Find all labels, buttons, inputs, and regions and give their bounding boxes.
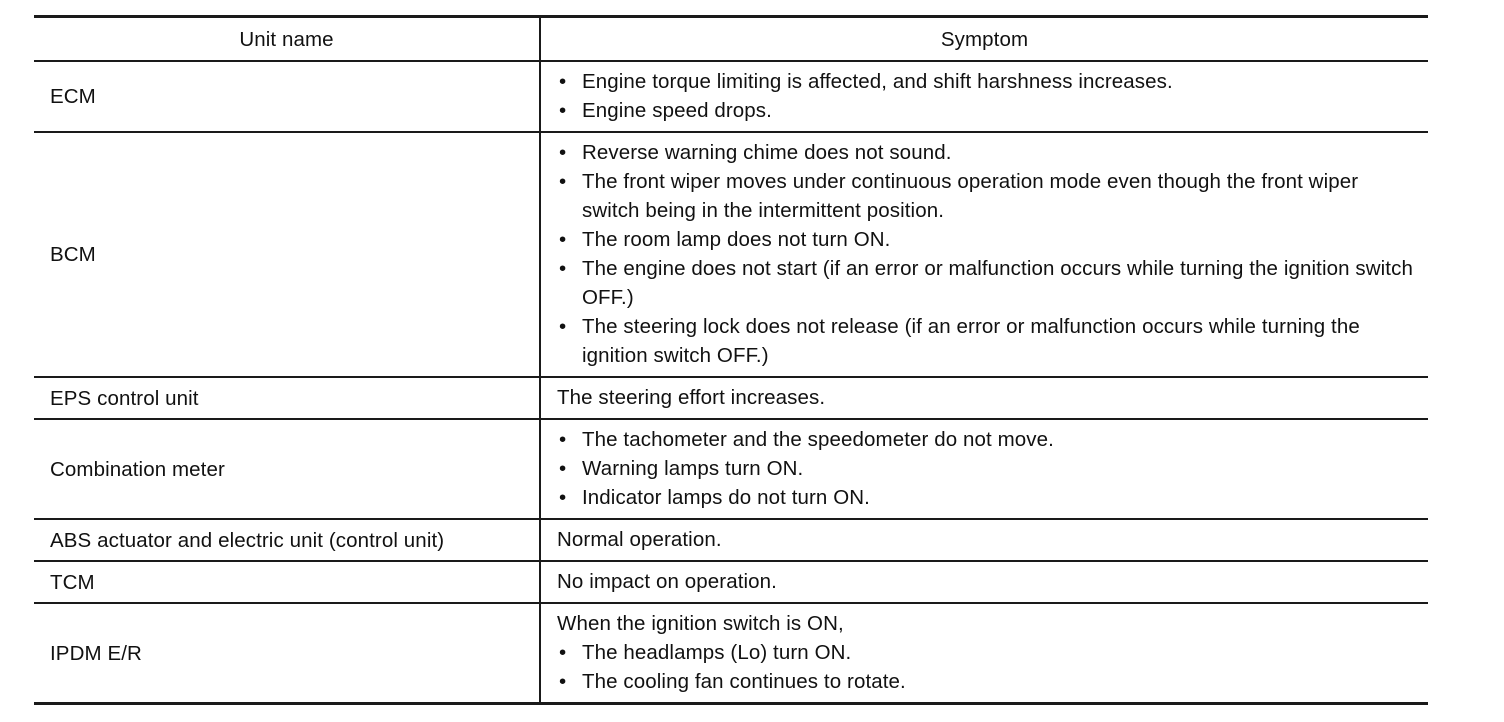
symptom-item: • The room lamp does not turn ON. — [557, 225, 1416, 254]
unit-name-cell: BCM — [34, 132, 540, 377]
symptom-list — [557, 138, 1416, 370]
unit-name-cell: ABS actuator and electric unit (control unit) — [34, 519, 540, 561]
symptom-item: • Reverse warning chime does not sound. — [557, 138, 1416, 167]
header-symptom: Symptom — [940, 27, 1029, 51]
symptom-item: • The tachometer and the speedometer do not move. — [557, 425, 1416, 454]
symptom-cell — [540, 132, 1428, 377]
symptom-cell — [540, 519, 1428, 561]
symptom-cell — [540, 61, 1428, 132]
table-row — [34, 603, 1428, 704]
unit-name-cell: TCM — [34, 561, 540, 603]
symptom-text: The steering effort increases. — [557, 386, 826, 409]
symptom-item: • The steering lock does not release (if an error or malfunction occurs while turning the ignition switch OFF.) — [557, 312, 1416, 370]
unit-name-cell: Combination meter — [34, 419, 540, 519]
symptom-item: • Indicator lamps do not turn ON. — [557, 483, 1416, 512]
table-row — [34, 132, 1428, 377]
unit-name-cell: ECM — [34, 61, 540, 132]
symptom-item: • The front wiper moves under continuous operation mode even though the front wiper switch being in the intermittent position. — [557, 167, 1416, 225]
symptom-text: No impact on operation. — [557, 570, 777, 593]
symptom-item: • The engine does not start (if an error or malfunction occurs while turning the ignition switch OFF.) — [557, 254, 1416, 312]
symptom-item: • The headlamps (Lo) turn ON. — [557, 638, 1416, 667]
table-row — [34, 419, 1428, 519]
table-row — [34, 61, 1428, 132]
table-row — [34, 561, 1428, 603]
header-unit-name: Unit name — [34, 17, 540, 62]
symptom-item: • Engine speed drops. — [557, 96, 1416, 125]
symptom-list — [557, 638, 1416, 696]
table-row — [34, 377, 1428, 419]
symptom-cell — [540, 419, 1428, 519]
symptom-cell — [540, 377, 1428, 419]
symptom-list — [557, 67, 1416, 125]
symptom-item: • The cooling fan continues to rotate. — [557, 667, 1416, 696]
symptom-item: • Warning lamps turn ON. — [557, 454, 1416, 483]
unit-name-cell: IPDM E/R — [34, 603, 540, 704]
table-row — [34, 519, 1428, 561]
symptom-table — [34, 15, 1428, 705]
symptom-cell — [540, 603, 1428, 704]
unit-name-cell: EPS control unit — [34, 377, 540, 419]
table-header-row — [34, 17, 1428, 62]
symptom-item: • Engine torque limiting is affected, and shift harshness increases. — [557, 67, 1416, 96]
symptom-lead-text: When the ignition switch is ON, — [557, 612, 844, 635]
symptom-list — [557, 425, 1416, 512]
symptom-cell — [540, 561, 1428, 603]
document-page — [34, 15, 1428, 705]
symptom-text: Normal operation. — [557, 528, 722, 551]
